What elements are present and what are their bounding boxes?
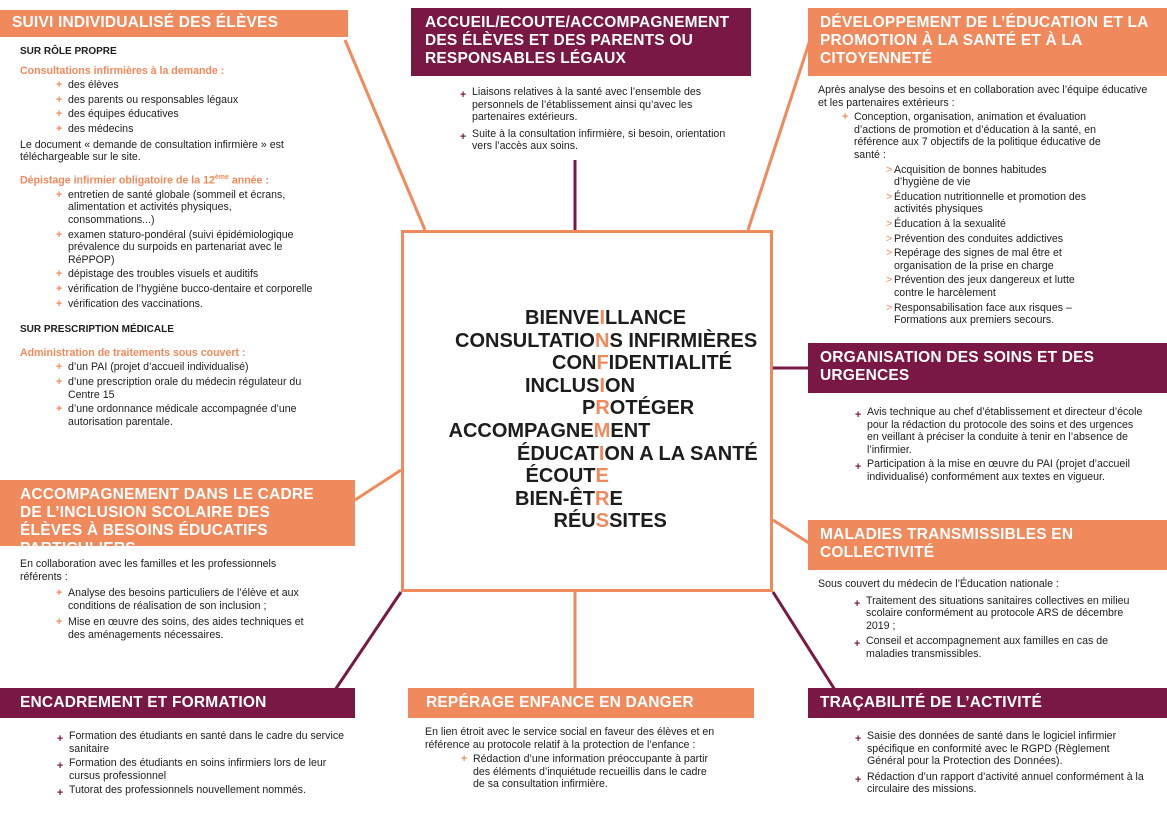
plus-icon: + (855, 773, 862, 786)
chevron-right-icon: > (886, 247, 893, 260)
list-item: + Formation des étudiants en soins infirmiers lors de leur cursus professionnel (57, 757, 327, 782)
admin-list (20, 361, 320, 428)
suivi-header: SUIVI INDIVIDUALISÉ DES ÉLÈVES (0, 10, 348, 37)
center-word-key-letter: F (596, 352, 609, 375)
center-word (582, 397, 694, 419)
plus-icon: + (461, 753, 468, 766)
plus-icon: + (56, 93, 63, 106)
center-word-suffix: OTÉGER (609, 397, 695, 420)
list-item: + Analyse des besoins particuliers de l’élève et aux conditions de réalisation de son inclusion ; (56, 587, 299, 612)
center-word-prefix: CON (552, 352, 597, 375)
maladies-body (818, 578, 1158, 663)
list-item: + d’une ordonnance médicale accompagnée d’une autorisation parentale. (56, 403, 297, 428)
admin-title: Administration de traitements sous couvert : (20, 346, 246, 359)
center-word-prefix: INCLUS (525, 374, 600, 397)
chevron-right-icon: > (886, 217, 893, 230)
center-word-key-letter: M (593, 420, 611, 442)
center-word-suffix: ON A LA SANTÉ (604, 442, 758, 465)
list-item: > Repérage des signes de mal être et organisation de la prise en charge (886, 247, 1062, 272)
center-word-prefix: RÉU (553, 510, 596, 533)
list-item: + Participation à la mise en œuvre du PAI (projet d’accueil individualisé) conformément aux textes en vigueur. (855, 458, 1131, 483)
suivi-sub-prescription: SUR PRESCRIPTION MÉDICALE (20, 324, 174, 336)
center-word (525, 307, 686, 329)
plus-icon: + (854, 638, 861, 651)
plus-icon: + (56, 587, 63, 600)
plus-icon: + (56, 108, 63, 121)
reperage-intro: En lien étroit avec le service social en faveur des élèves et en référence au protocole relatif à la protection de l’enfance : (425, 726, 715, 751)
list-item: > Prévention des jeux dangereux et lutte contre le harcèlement (886, 274, 1075, 299)
plus-icon: + (56, 403, 63, 416)
list-item: + Mise en œuvre des soins, des aides techniques et des aménagements nécessaires. (56, 616, 304, 641)
center-word-prefix: BIEN-ÊT (515, 487, 595, 510)
center-word-suffix: ON (605, 374, 636, 397)
center-word-suffix: IDENTIALITÉ (608, 352, 733, 375)
objectives-list (842, 164, 1087, 327)
list-item: + Conseil et accompagnement aux familles en cas de maladies transmissibles. (854, 635, 1109, 660)
list-item: + des élèves (56, 79, 119, 92)
chevron-right-icon: > (886, 301, 893, 314)
list-item: + vérification de l’hygiène bucco-dentaire et corporelle (56, 283, 313, 296)
list-item: + Rédaction d’une information préoccupante à partir des éléments d’inquiétude recueillis dans le cadre de sa consultation infirmière. (461, 753, 708, 791)
center-word-prefix: BIENVE (525, 307, 600, 329)
list-item: + Liaisons relatives à la santé avec l’ensemble des personnels de l’établissement ainsi qu’avec les partenaires extérieurs. (460, 86, 702, 124)
center-word-suffix: LLANCE (605, 307, 687, 329)
maladies-intro: Sous couvert du médecin de l’Éducation nationale : (818, 578, 1059, 590)
center-word-prefix: P (582, 397, 596, 420)
center-word-key-letter: R (595, 487, 610, 510)
inclusion-intro: En collaboration avec les familles et les professionnels référents : (20, 558, 277, 583)
center-word-prefix: ÉCOUT (525, 465, 596, 488)
list-item: + des équipes éducatives (56, 108, 179, 121)
plus-icon: + (56, 122, 63, 135)
plus-icon: + (842, 111, 849, 124)
list-item: + entretien de santé globale (sommeil et écrans, alimentation et activités physiques, consommations...) (56, 188, 286, 227)
accueil-body (460, 84, 730, 155)
encadrement-body (57, 728, 347, 799)
center-word (554, 510, 667, 532)
center-word (515, 488, 623, 510)
chevron-right-icon: > (886, 163, 893, 176)
chevron-right-icon: > (886, 274, 893, 287)
consult-list (20, 79, 350, 135)
plus-icon: + (57, 787, 64, 800)
center-word (449, 420, 651, 442)
organisation-header: ORGANISATION DES SOINS ET DES URGENCES (808, 343, 1167, 393)
connector-inclusion (355, 470, 401, 500)
list-item: > Acquisition de bonnes habitudes d’hygiène de vie (886, 163, 1047, 189)
developpement-body (818, 84, 1158, 329)
chevron-right-icon: > (886, 232, 893, 245)
center-word (455, 330, 757, 352)
list-item: > Prévention des conduites addictives (886, 232, 1064, 245)
consult-title: Consultations infirmières à la demande : (20, 64, 225, 77)
list-item: + Saisie des données de santé dans le logiciel infirmier spécifique en conformité avec le RGPD (Règlement Général pour la Protection des Données). (855, 730, 1117, 768)
list-item: + Suite à la consultation infirmière, si besoin, orientation vers l’accès aux soins. (460, 127, 726, 153)
connector-maladies (773, 520, 812, 545)
center-word-key-letter: I (599, 307, 606, 329)
center-word-suffix: SITES (609, 510, 667, 533)
center-word (526, 465, 609, 487)
plus-icon: + (56, 283, 63, 296)
depistage-title: Dépistage infirmier obligatoire de la 12ème année : (20, 173, 269, 187)
center-word-suffix: E (609, 487, 623, 510)
center-word-suffix: S INFIRMIÈRES (609, 329, 758, 352)
center-word-key-letter: N (594, 329, 610, 352)
center-word-key-letter: I (599, 374, 606, 397)
plus-icon: + (56, 297, 63, 310)
plus-icon: + (855, 409, 862, 421)
plus-icon: + (854, 597, 861, 610)
center-word-prefix: CONSULTATIO (455, 329, 595, 352)
list-item: + Traitement des situations sanitaires collectives en milieu scolaire conformément au protocole ARS de décembre 2019 ; (854, 594, 1130, 632)
center-word (517, 443, 758, 465)
doc-note: Le document « demande de consultation infirmière » est téléchargeable sur le site. (20, 138, 284, 164)
plus-icon: + (56, 268, 63, 281)
suivi-body (20, 42, 350, 430)
accueil-header: ACCUEIL/ECOUTE/ACCOMPAGNEMENT DES ÉLÈVES ET DES PARENTS OU RESPONSABLES LÉGAUX (411, 8, 751, 76)
plus-icon: + (56, 361, 63, 374)
plus-icon: + (56, 376, 63, 388)
center-word-key-letter: I (598, 442, 605, 465)
plus-icon: + (460, 89, 467, 101)
plus-icon: + (56, 228, 63, 241)
list-item: > Éducation à la sexualité (886, 217, 1006, 230)
plus-icon: + (57, 760, 64, 773)
center-word-key-letter: R (595, 397, 610, 420)
list-item: + Rédaction d’un rapport d’activité annuel conformément à la circulaire des missions. (855, 770, 1144, 796)
developpement-list (818, 111, 1120, 161)
suivi-sub-role-propre: SUR RÔLE PROPRE (20, 46, 117, 57)
list-item: + d’un PAI (projet d’accueil individualisé) (56, 361, 249, 374)
reperage-header: REPÉRAGE ENFANCE EN DANGER (408, 688, 754, 718)
list-item: + Formation des étudiants en santé dans le cadre du service sanitaire (57, 730, 345, 755)
center-word (552, 352, 732, 374)
center-word-prefix: ACCOMPAGNE (448, 420, 594, 442)
list-item: + d’une prescription orale du médecin régulateur du Centre 15 (56, 376, 302, 401)
list-item: + Avis technique au chef d’établissement et directeur d’école pour la rédaction du protocole des soins et des urgences en veillant à préciser la conduite à tenir en l’absence de l’infirmier. (855, 406, 1143, 456)
plus-icon: + (460, 130, 467, 143)
center-word-key-letter: E (595, 465, 609, 488)
center-box (401, 230, 773, 592)
center-word-prefix: ÉDUCAT (517, 442, 599, 465)
chevron-right-icon: > (886, 190, 893, 203)
plus-icon: + (855, 461, 862, 474)
list-item: + Tutorat des professionnels nouvellement nommés. (57, 784, 306, 800)
inclusion-header: ACCOMPAGNEMENT DANS LE CADRE DE L’INCLUSION SCOLAIRE DES ÉLÈVES À BESOINS ÉDUCATIFS PARTICULIERS (0, 480, 355, 546)
plus-icon: + (57, 733, 64, 745)
list-item: + Conception, organisation, animation et évaluation d’actions de promotion et d’éducation à la santé, en référence aux 7 objectifs de la politique éducative de santé : (842, 111, 1101, 161)
maladies-header: MALADIES TRANSMISSIBLES EN COLLECTIVITÉ (808, 520, 1167, 570)
reperage-list (425, 753, 719, 791)
center-word-key-letter: S (595, 510, 610, 533)
tracabilite-body (855, 728, 1145, 798)
center-word-suffix: ENT (610, 420, 651, 442)
list-item: + dépistage des troubles visuels et auditifs (56, 268, 259, 281)
organisation-body (855, 404, 1145, 486)
inclusion-list (20, 587, 315, 641)
plus-icon: + (56, 188, 63, 201)
plus-icon: + (855, 733, 862, 745)
list-item: + des médecins (56, 122, 134, 135)
list-item: + examen staturo-pondéral (suivi épidémiologique prévalence du surpoids en partenariat avec le RéPPOP) (56, 228, 294, 266)
list-item: > Éducation nutritionnelle et promotion des activités physiques (886, 190, 1086, 216)
center-word (525, 375, 635, 397)
list-item: + vérification des vaccinations. (56, 297, 203, 310)
plus-icon: + (56, 79, 63, 92)
list-item: + des parents ou responsables légaux (56, 93, 239, 106)
plus-icon: + (56, 616, 63, 629)
inclusion-body (20, 558, 355, 644)
developpement-intro: Après analyse des besoins et en collaboration avec l’équipe éducative et les partenaires extérieurs : (818, 84, 1148, 109)
tracabilite-header: TRAÇABILITÉ DE L’ACTIVITÉ (808, 688, 1167, 718)
encadrement-header: ENCADREMENT ET FORMATION (0, 688, 355, 718)
developpement-header: DÉVELOPPEMENT DE L’ÉDUCATION ET LA PROMOTION À LA SANTÉ ET À LA CITOYENNETÉ (808, 8, 1167, 76)
list-item: > Responsabilisation face aux risques – Formations aux premiers secours. (886, 301, 1072, 327)
reperage-body (425, 726, 755, 793)
connector-developpement (748, 40, 810, 230)
depistage-list (20, 189, 320, 310)
